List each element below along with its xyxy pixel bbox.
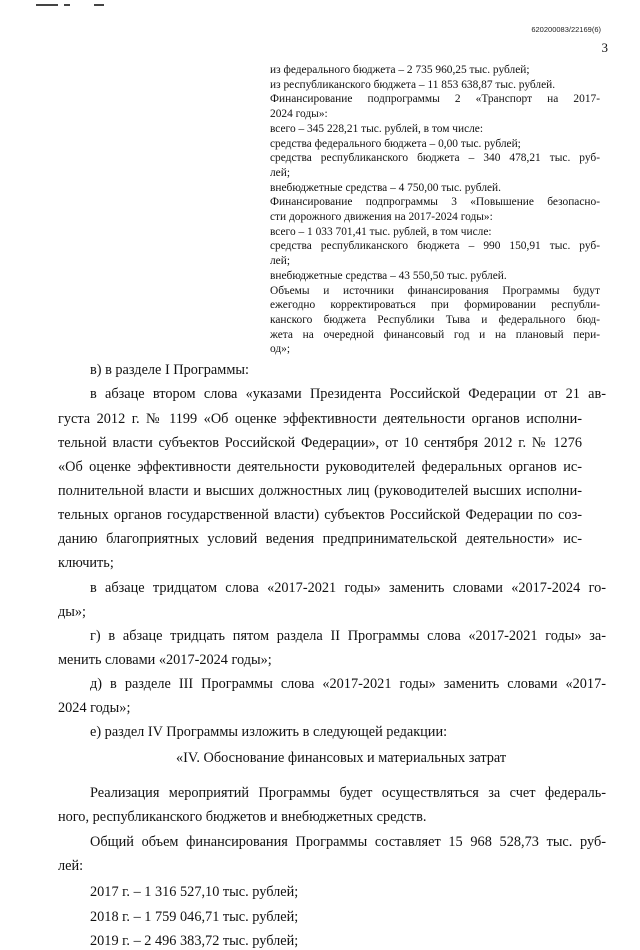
text-line: тельных органов государственной власти) субъектов Российской Федерации по соз- (58, 507, 582, 523)
text-line: из федерального бюджета – 2 735 960,25 тыс. рублей; (270, 64, 530, 76)
text-line: Реализация мероприятий Программы будет осуществляться за счет федераль- (90, 785, 606, 801)
text-line: средства республиканского бюджета – 340 478,21 тыс. руб- (270, 152, 600, 165)
scan-edge-mark (36, 4, 106, 10)
text-line: сти дорожного движения на 2017-2024 годы»: (270, 211, 493, 224)
text-line: г) в абзаце тридцать пятом раздела II Программы слова «2017-2021 годы» за- (90, 628, 606, 644)
text-line: средства федерального бюджета – 0,00 тыс. рублей; (270, 137, 521, 150)
text-line: канского бюджета Республики Тыва и федерального бюд- (270, 313, 600, 326)
text-line: всего – 1 033 701,41 тыс. рублей, в том числе: (270, 225, 492, 238)
text-line: Финансирование подпрограммы 3 «Повышение безопасно- (270, 196, 600, 209)
text-line: жета на очередной финансовый год и на плановый пери- (270, 328, 600, 341)
text-line: од»; (270, 343, 291, 356)
document-id: 620200083/22169(6) (531, 25, 601, 34)
section-heading: «IV. Обоснование финансовых и материальных затрат (176, 750, 507, 766)
text-line: внебюджетные средства – 4 750,00 тыс. рублей. (270, 181, 501, 194)
text-line: д) в разделе III Программы слова «2017-2021 годы» заменить словами «2017- (90, 676, 606, 692)
text-line: 2018 г. – 1 759 046,71 тыс. рублей; (90, 909, 299, 925)
text-line: 2019 г. – 2 496 383,72 тыс. рублей; (90, 933, 299, 949)
text-line: тельной власти субъектов Российской Федерации», от 10 сентября 2012 г. № 1276 (58, 435, 582, 451)
text-line: 2017 г. – 1 316 527,10 тыс. рублей; (90, 884, 299, 900)
financing-summary-block (270, 63, 600, 357)
text-line: е) раздел IV Программы изложить в следующей редакции: (90, 724, 448, 740)
page-number: 3 (601, 40, 608, 55)
text-line: лей; (270, 255, 291, 268)
text-line: данию благоприятных условий ведения предпринимательской деятельности» ис- (58, 531, 582, 547)
text-line: в абзаце втором слова «указами Президента Российской Федерации от 21 ав- (90, 386, 606, 402)
text-line: 2024 годы»; (58, 700, 131, 716)
text-line: лей: (58, 858, 84, 874)
text-line: лей; (270, 166, 291, 179)
text-line: Объемы и источники финансирования Программы будут (270, 284, 600, 297)
text-line: всего – 345 228,21 тыс. рублей, в том числе: (270, 122, 484, 135)
text-line: ключить; (58, 555, 114, 571)
text-line: ного, республиканского бюджетов и внебюджетных средств. (58, 809, 427, 825)
text-line: средства республиканского бюджета – 990 150,91 тыс. руб- (270, 240, 600, 253)
text-line: полнительной власти и высших должностных лиц (руководителей высших исполни- (58, 483, 582, 499)
text-line: густа 2012 г. № 1199 «Об оценке эффективности деятельности органов исполни- (58, 411, 582, 427)
text-line: ежегодно корректироваться при формировании республи- (270, 299, 600, 312)
text-line: в абзаце тридцатом слова «2017-2021 годы» заменить словами «2017-2024 го- (90, 580, 606, 596)
text-line: внебюджетные средства – 43 550,50 тыс. рублей. (270, 269, 507, 282)
text-line: Общий объем финансирования Программы составляет 15 968 528,73 тыс. руб- (90, 834, 606, 850)
text-line: Финансирование подпрограммы 2 «Транспорт на 2017- (270, 93, 600, 106)
text-line: из республиканского бюджета – 11 853 638,87 тыс. рублей. (270, 78, 556, 91)
text-line: менить словами «2017-2024 годы»; (58, 652, 272, 668)
text-line: в) в разделе I Программы: (90, 362, 249, 378)
text-line: 2024 годы»: (270, 108, 328, 121)
text-line: «Об оценке эффективности деятельности руководителей федеральных органов ис- (58, 459, 582, 475)
text-line: ды»; (58, 604, 87, 620)
